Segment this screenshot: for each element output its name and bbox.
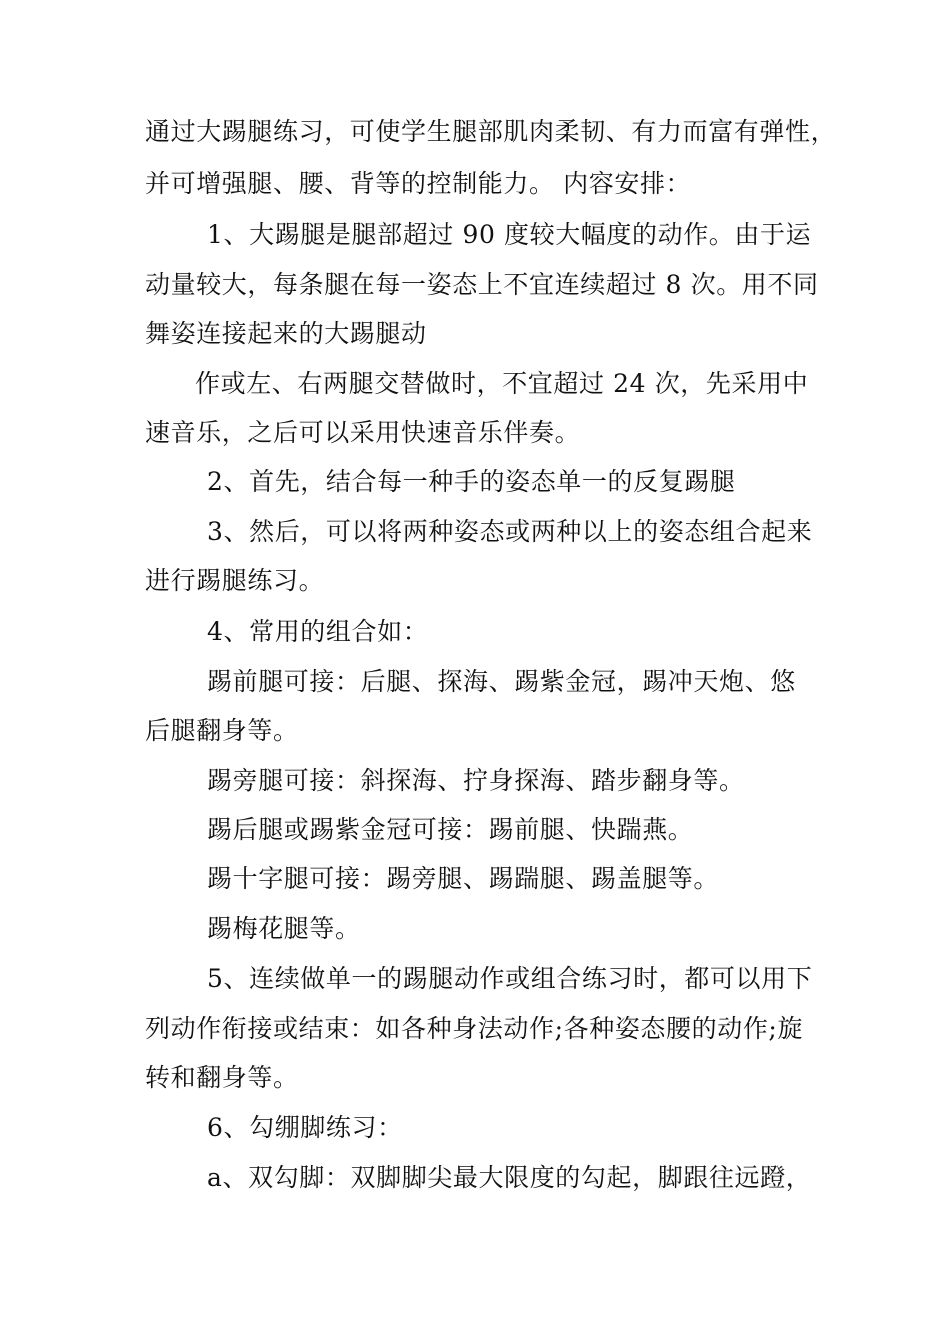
text-line-15: 踢后腿或踢紫金冠可接：踢前腿、快踹燕。: [207, 815, 694, 844]
text-line-9: 3、然后，可以将两种姿态或两种以上的姿态组合起来: [207, 517, 813, 546]
text-line-5: 舞姿连接起来的大踢腿动: [145, 319, 427, 348]
text-line-14: 踢旁腿可接：斜探海、拧身探海、踏步翻身等。: [207, 766, 745, 795]
text-line-8: 2、首先，结合每一种手的姿态单一的反复踢腿: [207, 467, 736, 496]
text-line-1: 通过大踢腿练习，可使学生腿部肌肉柔韧、有力而富有弹性，: [145, 117, 837, 146]
text-line-12: 踢前腿可接：后腿、探海、踢紫金冠，踢冲天炮、悠: [207, 667, 796, 696]
text-line-3: 1、大踢腿是腿部超过 90 度较大幅度的动作。由于运: [207, 220, 812, 249]
text-line-13: 后腿翻身等。: [145, 716, 299, 745]
text-line-22: a、双勾脚：双脚脚尖最大限度的勾起，脚跟往远蹬，: [207, 1163, 812, 1192]
text-line-17: 踢梅花腿等。: [207, 914, 361, 943]
text-line-16: 踢十字腿可接：踢旁腿、踢踹腿、踢盖腿等。: [207, 864, 720, 893]
text-line-2: 并可增强腿、腰、背等的控制能力。 内容安排：: [145, 169, 692, 198]
text-line-19: 列动作衔接或结束：如各种身法动作;各种姿态腰的动作;旋: [145, 1014, 804, 1043]
text-line-11: 4、常用的组合如：: [207, 617, 429, 646]
text-line-18: 5、连续做单一的踢腿动作或组合练习时，都可以用下: [207, 964, 813, 993]
text-line-21: 6、勾绷脚练习：: [207, 1113, 403, 1142]
text-line-10: 进行踢腿练习。: [145, 566, 325, 595]
text-line-6: 作或左、右两腿交替做时，不宜超过 24 次，先采用中: [195, 369, 809, 398]
text-line-7: 速音乐，之后可以采用快速音乐伴奏。: [145, 418, 581, 447]
text-line-20: 转和翻身等。: [145, 1063, 299, 1092]
text-line-4: 动量较大，每条腿在每一姿态上不宜连续超过 8 次。用不同: [145, 270, 819, 299]
